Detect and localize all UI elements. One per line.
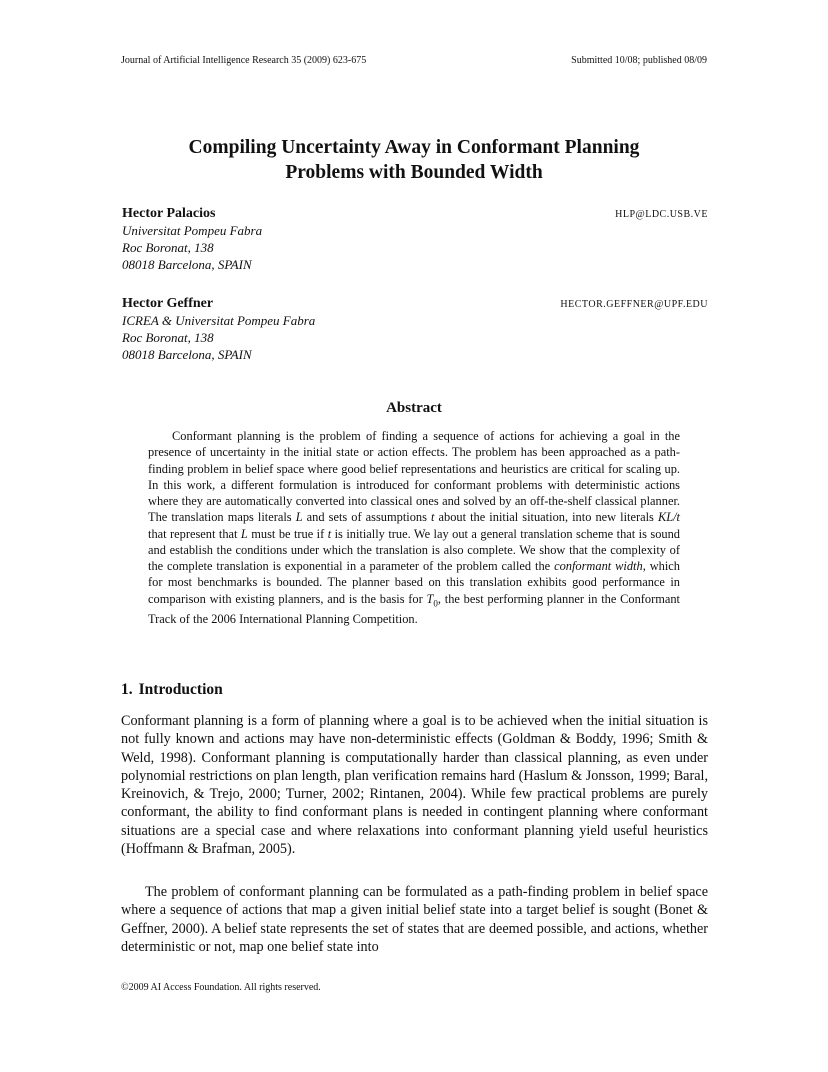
abstract-heading: Abstract <box>386 400 442 416</box>
conformant-width-term: conformant width <box>554 559 643 573</box>
journal-citation: Journal of Artificial Intelligence Research 35 (2009) 623-675 <box>121 55 367 66</box>
section-heading <box>121 681 223 699</box>
submission-dates: Submitted 10/08; published 08/09 <box>571 55 707 66</box>
author-name: Hector Geffner <box>122 296 214 311</box>
section-title: Introduction <box>138 681 223 698</box>
affiliation-line: ICREA & Universitat Pompeu Fabra <box>122 313 316 328</box>
affiliation-line: Roc Boronat, 138 <box>122 240 214 255</box>
paper-title <box>100 135 728 185</box>
title-line-1: Compiling Uncertainty Away in Conformant Planning <box>188 137 640 158</box>
author-2 <box>122 296 708 363</box>
affiliation-line: 08018 Barcelona, SPAIN <box>122 347 252 362</box>
affiliation-line: Universitat Pompeu Fabra <box>122 223 263 238</box>
running-header <box>121 55 707 66</box>
author-email: HECTOR.GEFFNER@UPF.EDU <box>560 299 708 310</box>
copyright-footer: ©2009 AI Access Foundation. All rights reserved. <box>121 982 321 993</box>
t0-planner-name: T <box>426 591 434 606</box>
title-line-2: Problems with Bounded Width <box>285 162 543 183</box>
abstract-body: Conformant planning is the problem of finding a sequence of actions for achieving a goal in the presence of uncertainty in the initial state or action effects. The problem has been approached as a path-finding problem in belief space where good belief representations and heuristics are critical for scaling up. In this work, a different formulation is introduced for conformant problems with deterministic actions where they are automatically converted into classical ones and solved by an off-the-shelf classical planner. The translation maps literals L and sets of assumptions t about the initial situation, into new literals KL/t that represent that L must be true if t is initially true. We lay out a general translation scheme that is sound and establish the conditions under which the translation is also complete. We show that the complexity of the complete translation is exponential in a parameter of the problem called the conformant width, which for most benchmarks is bounded. The planner based on this translation exhibits good performance in comparison with existing planners, and is the basis for $T_0$, the best performing planner in the Conformant Track of the 2006 International Planning Competition. <box>148 429 680 627</box>
author-1 <box>122 206 708 273</box>
author-name: Hector Palacios <box>122 206 216 221</box>
affiliation-line: 08018 Barcelona, SPAIN <box>122 257 252 272</box>
affiliation-line: Roc Boronat, 138 <box>122 330 214 345</box>
body-paragraph: Conformant planning is a form of planning where a goal is to be achieved when the initial situation is not fully known and actions may have non-deterministic effects (Goldman & Boddy, 1996; Smith & Weld, 1998). Conformant planning is computationally harder than classical planning, as even under polynomial restrictions on plan length, plan verification remains hard (Haslum & Jonsson, 1999; Baral, Kreinovich, & Trejo, 2000; Turner, 2002; Rintanen, 2004). While few practical problems are purely conformant, the ability to find conformant plans is needed in contingent planning where conformant situations are a special case and where relaxations into conformant planning yield useful heuristics (Hoffmann & Brafman, 2005). <box>121 713 708 858</box>
body-paragraph: The problem of conformant planning can be formulated as a path-finding problem in belief space where a sequence of actions that map a given initial belief state into a target belief is sought (Bonet & Geffner, 2000). A belief state represents the set of states that are deemed possible, and actions, whether deterministic or not, map one belief state into <box>121 884 708 955</box>
author-email: HLP@LDC.USB.VE <box>615 209 708 220</box>
section-number: 1. <box>121 681 133 698</box>
